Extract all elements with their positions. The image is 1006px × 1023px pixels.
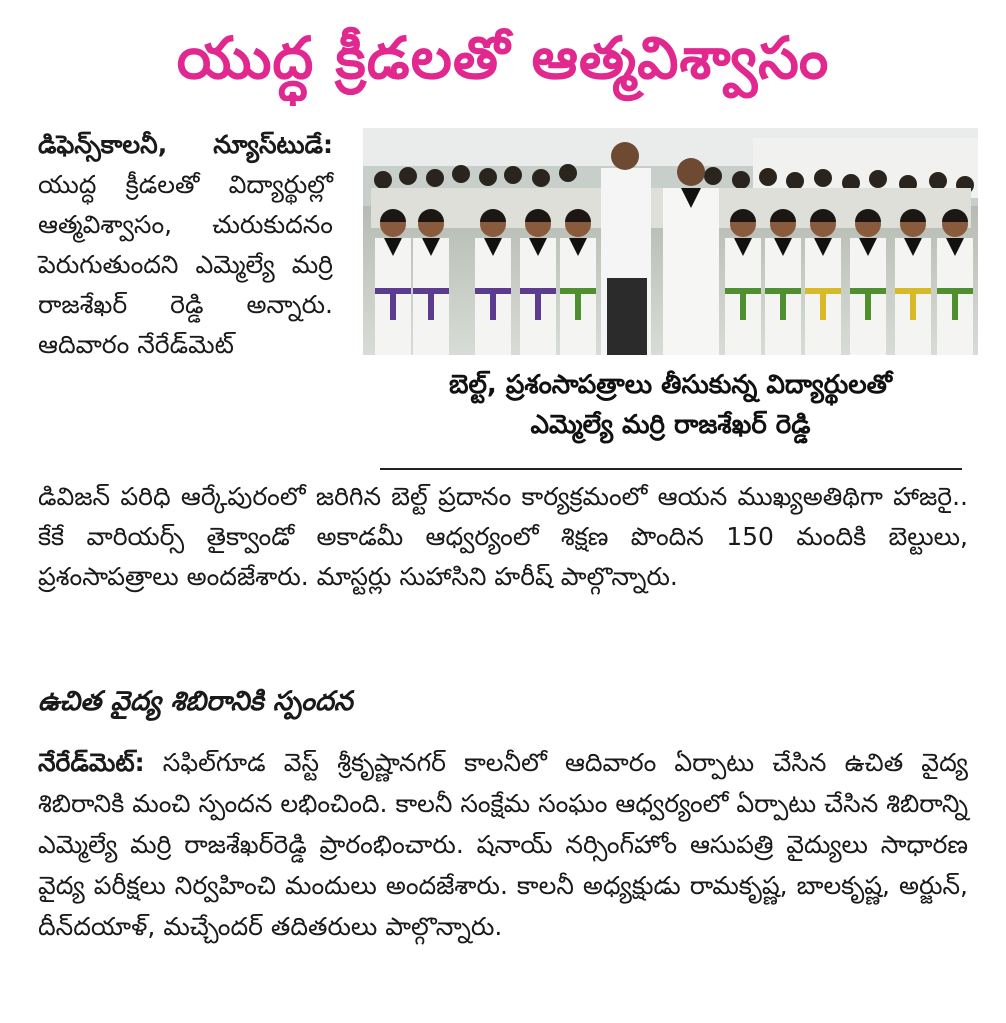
caption-line-1: బెల్ట్, ప్రశంసాపత్రాలు తీసుకున్న విద్యార్థులతో bbox=[448, 370, 893, 400]
story2-subhead: ఉచిత వైద్య శిబిరానికి స్పందన bbox=[38, 686, 353, 717]
student-figure bbox=[375, 209, 411, 355]
story1-column-text bbox=[38, 125, 333, 365]
headline: యుద్ధ క్రీడలతో ఆత్మవిశ్వాసం bbox=[176, 24, 830, 92]
student-figure bbox=[560, 209, 596, 355]
story1-dateline: డిఫెన్స్‌కాలనీ, న్యూస్‌టుడే: bbox=[38, 130, 333, 159]
photo-caption bbox=[363, 365, 978, 445]
student-figure bbox=[520, 209, 556, 355]
caption-line-2: ఎమ్మెల్యే మర్రి రాజశేఖర్ రెడ్డి bbox=[530, 410, 811, 440]
student-figure bbox=[937, 209, 973, 355]
story2-text: సఫిల్‌గూడ వెస్ట్ శ్రీకృష్ణానగర్ కాలనీలో ఆదివారం ఏర్పాటు చేసిన ఉచిత వైద్య శిబిరానికి మంచి స్పందన లభించింది. కాలనీ సంక్షేమ సంఘం ఆధ్వర్యంలో ఏర్పాటు చేసిన శిబిరాన్ని ఎమ్మెల్యే మర్రి రాజశేఖర్‌రెడ్డి ప్రారంభించారు. షనాయ్ నర్సింగ్‌హోం ఆసుపత్రి వైద్యులు సాధారణ వైద్య పరీక్షలు నిర్వహించి మందులు అందజేశారు. కాలనీ అధ్యక్షుడు రామకృష్ణ, బాలకృష్ణ, అర్జున్, దీన్‌దయాళ్, మచ్చేందర్ తదితరులు పాల్గొన్నారు. bbox=[38, 748, 968, 941]
student-figure bbox=[413, 209, 449, 355]
photo-students-belts bbox=[363, 128, 978, 355]
story2-dateline: నేరేడ్‌మెట్: bbox=[38, 748, 145, 777]
student-figure bbox=[725, 209, 761, 355]
student-figure bbox=[850, 209, 886, 355]
story2-body bbox=[38, 742, 968, 947]
student-figure bbox=[805, 209, 841, 355]
student-figure bbox=[765, 209, 801, 355]
student-figure bbox=[475, 209, 511, 355]
news-photo bbox=[363, 128, 978, 355]
story1-body-full: డివిజన్ పరిధి ఆర్కేపురంలో జరిగిన బెల్ట్ ప్రదానం కార్యక్రమంలో ఆయన ముఖ్యఅతిథిగా హాజరై.. కేకే వారియర్స్ తైక్వాండో అకాడమీ ఆధ్వర్యంలో శిక్షణ పొందిన 150 మందికి బెల్టులు, ప్రశంసాపత్రాలు అందజేశారు. మాస్టర్లు సుహాసిని హరీష్ పాల్గొన్నారు. bbox=[38, 482, 968, 591]
student-figure bbox=[895, 209, 931, 355]
caption-divider bbox=[380, 468, 962, 470]
story1-body-column: యుద్ధ క్రీడలతో విద్యార్థుల్లో ఆత్మవిశ్వాసం, చురుకుదనం పెరుగుతుందని ఎమ్మెల్యే మర్రి రాజశేఖర్ రెడ్డి అన్నారు. ఆదివారం నేరేడ్‌మెట్ bbox=[38, 170, 333, 359]
